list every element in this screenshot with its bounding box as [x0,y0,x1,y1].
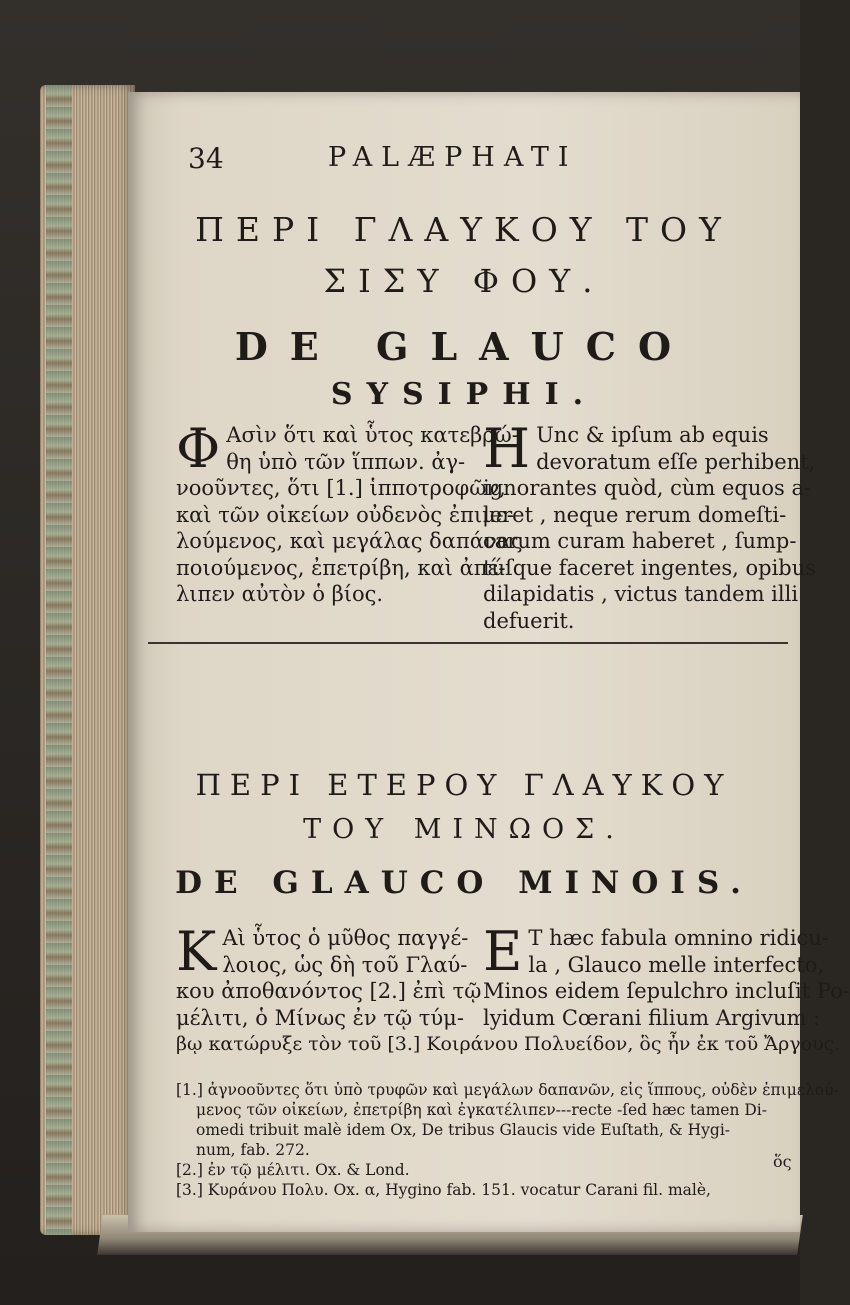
page-number: 34 [188,142,224,175]
greek-line: κου ἀποθανόντος [2.] ἐπὶ τῷ [176,979,482,1003]
footnote: [3.] Κυράνου Πολυ. Ox. α, Hygino fab. 151. vocatur Carani fil. malè, [176,1181,711,1199]
section-divider [148,642,788,644]
latin-text-column-2 [483,920,850,1031]
footnote: [2.] ἐν τῷ μέλιτι. Ox. & Lond. [176,1161,410,1179]
greek-line: λούμενος, καὶ μεγάλας δαπάνας [176,529,523,553]
greek-text-column-1 [176,417,523,608]
latin-line: carum curam haberet , ſump- [483,529,797,553]
greek-continuation-line [176,1031,841,1058]
greek-dropcap-1: Φ [176,417,221,480]
page-content [128,92,850,1232]
footnote: omedi tribuit malè idem Ox, De tribus Glaucis vide Euſtath, & Hygi- [196,1121,731,1139]
greek-dropcap-2: Κ [176,920,217,983]
greek-heading-3: ΠΕΡΙ ΕΤΕΡΟΥ ΓΛΑΥΚΟΥ [195,768,733,802]
catchword: ὅς [773,1152,792,1171]
latin-line: leret , neque rerum domeſti- [483,502,787,527]
greek-heading-2: ΣΙΣΥ ΦΟΥ. [323,262,605,300]
footnote: [1.] ἀγνοοῦντες ὅτι ὑπὸ τρυφῶν καὶ μεγάλων δαπανῶν, εἰς ἵππους, οὐδὲν ἐπιμελού- [176,1081,839,1099]
latin-line: defuerit. [483,608,575,633]
latin-line: la , Glauco melle interfecto, [528,952,825,977]
greek-line: καὶ τῶν οἰκείων οὐδενὸς ἐπιμε- [176,502,514,527]
running-title: PALÆPHATI [328,142,578,173]
latin-heading-1: DE GLAUCO [234,324,694,369]
greek-text-column-2 [176,920,482,1031]
book-page [128,92,850,1232]
greek-line: Ασὶν ὅτι καὶ ὗτος κατεβρώ- [226,423,519,447]
latin-dropcap-1: H [483,417,531,480]
greek-line: ποιούμενος, ἐπετρίβη, καὶ ἀπέ- [176,555,506,580]
latin-dropcap-2: E [483,920,523,983]
latin-heading-3: DE GLAUCO MINOIS. [175,865,753,901]
latin-line: dilapidatis , victus tandem illi [483,582,799,606]
greek-line: Αὶ ὗτος ὁ μῦθος παγγέ- [222,926,469,950]
latin-line: T hæc fabula omnino ridicu- [528,926,829,950]
running-head [188,142,788,178]
greek-line: μέλιτι, ὁ Μίνως ἐν τῷ τύμ- [176,1005,464,1030]
greek-heading-1: ΠΕΡΙ ΓΛΑΥΚΟΥ ΤΟΥ [195,210,733,249]
greek-line: λοιος, ὡς δὴ τοῦ Γλαύ- [222,952,468,977]
greek-line: βῳ κατώρυξε τὸν τοῦ [3.] Κοιράνου Πολυείδον, ὃς ἦν ἐκ τοῦ Ἄργους. [176,1033,841,1055]
latin-heading-2: SYSIPHI. [330,377,598,412]
latin-text-column-1 [483,417,817,634]
latin-line: devoratum eſſe perhibent, [536,449,816,474]
greek-heading-4: ΤΟΥ ΜΙΝΩΟΣ. [303,814,625,845]
footnotes [176,1080,839,1200]
footnote: num, fab. 272. [196,1141,310,1159]
book-fore-edge [40,85,135,1235]
latin-line: Minos eidem ſepulchro incluſit Po- [483,979,850,1003]
latin-line: túſque faceret ingentes, opibus [483,555,817,580]
latin-line: ignorantes quòd, cùm equos a- [483,476,812,500]
latin-line: lyidum Cœrani filium Argivum : [483,1005,821,1030]
footnote: μενος τῶν οἰκείων, ἐπετρίβη καὶ ἐγκατέλιπεν---recte -ſed hæc tamen Di- [196,1101,767,1119]
greek-line: θη ὑπὸ τῶν ἵππων. ἀγ- [226,449,466,474]
greek-line: νοοῦντες, ὅτι [1.] ἱπποτροφῶν, [176,476,506,500]
latin-line: Unc & ipſum ab equis [536,423,769,447]
greek-line: λιπεν αὐτὸν ὁ βίος. [176,582,384,606]
